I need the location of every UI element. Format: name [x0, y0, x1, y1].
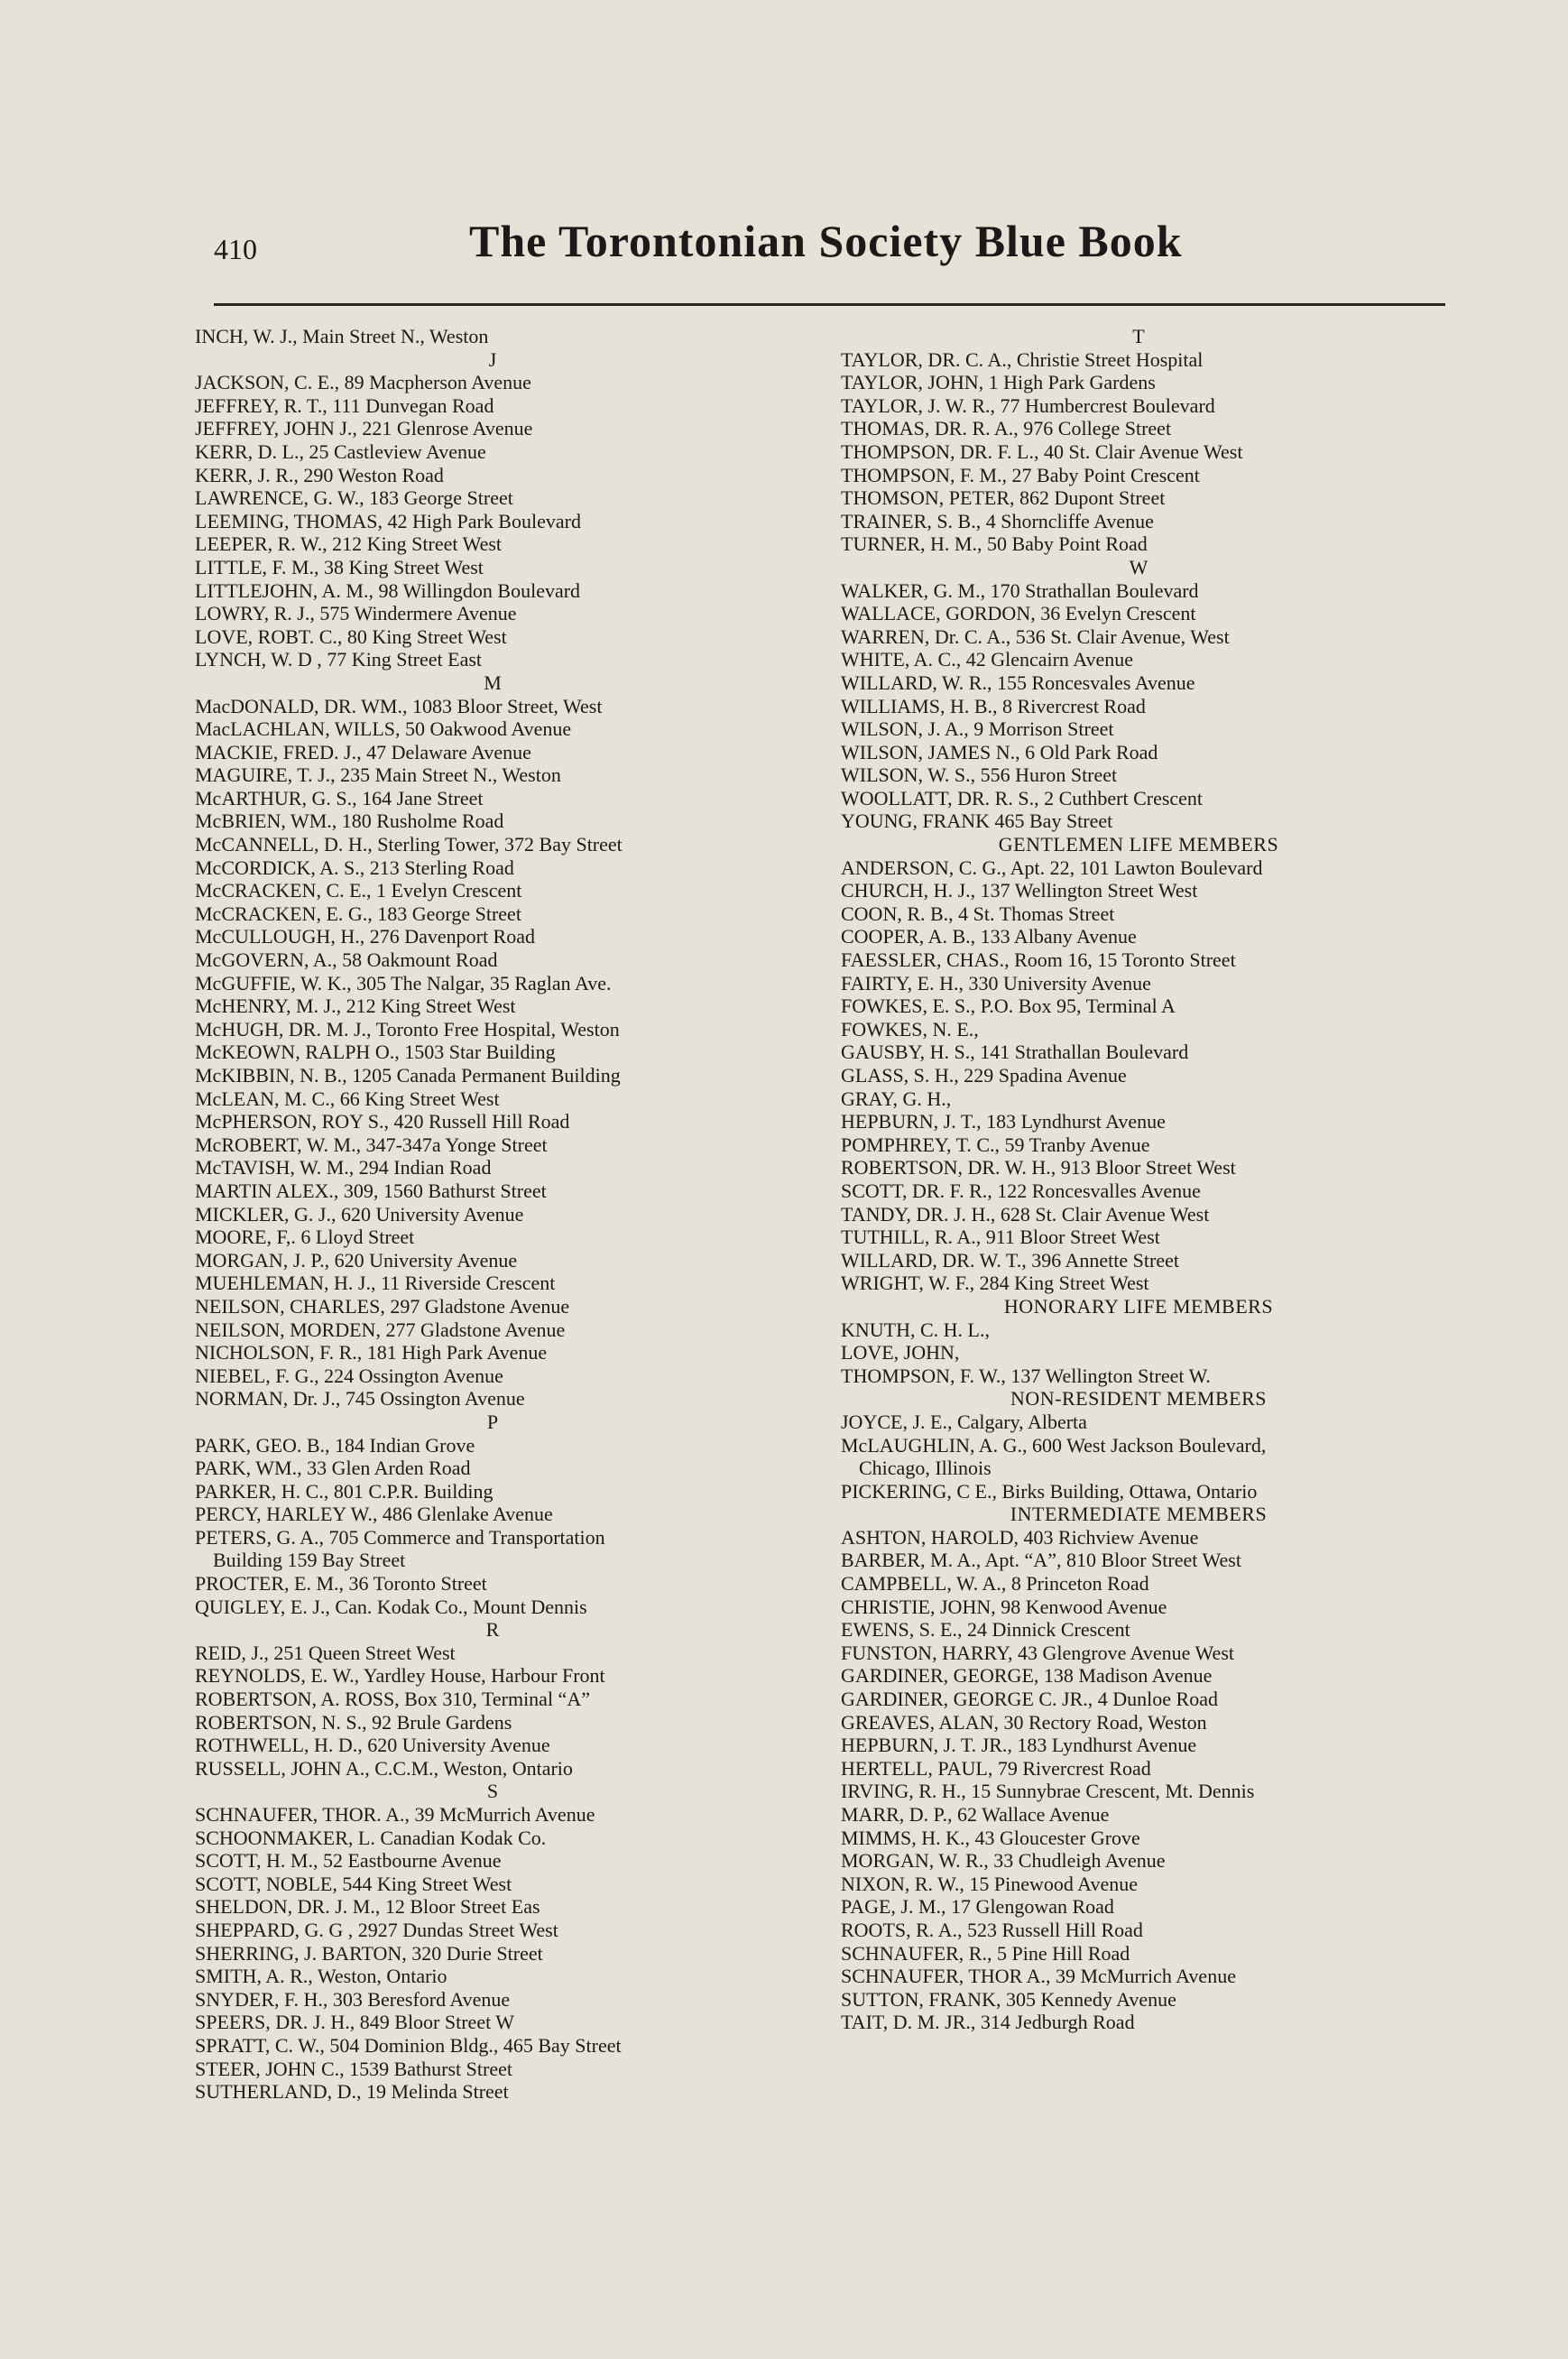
directory-entry: TRAINER, S. B., 4 Shorncliffe Avenue — [841, 509, 1154, 532]
directory-entry: MICKLER, G. J., 620 University Avenue — [195, 1202, 524, 1226]
directory-entry: GARDINER, GEORGE, 138 Madison Avenue — [841, 1664, 1213, 1688]
left-column — [195, 325, 826, 2104]
directory-entry: McPHERSON, ROY S., 420 Russell Hill Road — [195, 1110, 570, 1133]
section-letter: J — [488, 347, 497, 371]
directory-entry: GREAVES, ALAN, 30 Rectory Road, Weston — [841, 1710, 1207, 1734]
directory-entry: MacLACHLAN, WILLS, 50 Oakwood Avenue — [195, 717, 572, 741]
directory-entry: SCHNAUFER, THOR. A., 39 McMurrich Avenue — [195, 1803, 595, 1826]
directory-entry: NORMAN, Dr. J., 745 Ossington Avenue — [195, 1387, 525, 1411]
directory-entry: PARK, WM., 33 Glen Arden Road — [195, 1457, 471, 1480]
directory-entry: FUNSTON, HARRY, 43 Glengrove Avenue West — [841, 1641, 1234, 1664]
directory-entry: THOMPSON, F. W., 137 Wellington Street W. — [841, 1364, 1211, 1387]
directory-entry: McCRACKEN, E. G., 183 George Street — [195, 902, 521, 925]
directory-entry: KERR, J. R., 290 Weston Road — [195, 463, 444, 486]
directory-entry: WILLIAMS, H. B., 8 Rivercrest Road — [841, 694, 1146, 717]
directory-entry: MARTIN ALEX., 309, 1560 Bathurst Street — [195, 1179, 547, 1202]
directory-entry: YOUNG, FRANK 465 Bay Street — [841, 809, 1113, 833]
directory-entry: McTAVISH, W. M., 294 Indian Road — [195, 1156, 492, 1180]
directory-entry: LITTLEJOHN, A. M., 98 Willingdon Boulevard — [195, 578, 581, 602]
directory-entry: GLASS, S. H., 229 Spadina Avenue — [841, 1064, 1127, 1087]
directory-entry: WRIGHT, W. F., 284 King Street West — [841, 1272, 1149, 1295]
directory-entry: McARTHUR, G. S., 164 Jane Street — [195, 786, 484, 809]
directory-entry: MAGUIRE, T. J., 235 Main Street N., Weston — [195, 763, 561, 787]
directory-entry: CHURCH, H. J., 137 Wellington Street West — [841, 879, 1198, 902]
directory-entry: MARR, D. P., 62 Wallace Avenue — [841, 1803, 1110, 1826]
directory-entry: SUTTON, FRANK, 305 Kennedy Avenue — [841, 1987, 1176, 2011]
directory-entry: PARK, GEO. B., 184 Indian Grove — [195, 1433, 475, 1457]
directory-entry: SNYDER, F. H., 303 Beresford Avenue — [195, 1987, 511, 2011]
directory-entry: McCANNELL, D. H., Sterling Tower, 372 Bay Street — [195, 833, 623, 856]
directory-entry: FOWKES, E. S., P.O. Box 95, Terminal A — [841, 994, 1176, 1018]
section-heading: INTERMEDIATE MEMBERS — [1010, 1503, 1268, 1526]
directory-entry: REID, J., 251 Queen Street West — [195, 1641, 456, 1664]
directory-entry: SCOTT, NOBLE, 544 King Street West — [195, 1872, 512, 1895]
directory-entry: COOPER, A. B., 133 Albany Avenue — [841, 925, 1137, 948]
directory-entry: CAMPBELL, W. A., 8 Princeton Road — [841, 1572, 1149, 1596]
directory-entry: WHITE, A. C., 42 Glencairn Avenue — [841, 648, 1134, 671]
directory-entry: WALLACE, GORDON, 36 Evelyn Crescent — [841, 602, 1196, 625]
directory-entry: SPRATT, C. W., 504 Dominion Bldg., 465 Bay Street — [195, 2033, 622, 2057]
directory-entry: TANDY, DR. J. H., 628 St. Clair Avenue West — [841, 1202, 1210, 1226]
directory-entry: McKEOWN, RALPH O., 1503 Star Building — [195, 1041, 556, 1064]
directory-entry: SUTHERLAND, D., 19 Melinda Street — [195, 2080, 509, 2104]
directory-entry: TAYLOR, J. W. R., 77 Humbercrest Boulevard — [841, 393, 1215, 417]
directory-entry: FAIRTY, E. H., 330 University Avenue — [841, 971, 1151, 994]
directory-entry: SCOTT, H. M., 52 Eastbourne Avenue — [195, 1849, 502, 1873]
directory-entry: MORGAN, J. P., 620 University Avenue — [195, 1248, 518, 1272]
directory-entry: McLAUGHLIN, A. G., 600 West Jackson Boulevard, — [841, 1433, 1267, 1457]
directory-entry: MOORE, F,. 6 Lloyd Street — [195, 1226, 415, 1249]
section-letter: S — [486, 1780, 499, 1803]
directory-entry: REYNOLDS, E. W., Yardley House, Harbour Front — [195, 1664, 605, 1688]
directory-entry: TAIT, D. M. JR., 314 Jedburgh Road — [841, 2011, 1135, 2034]
directory-entry: McGUFFIE, W. K., 305 The Nalgar, 35 Raglan Ave. — [195, 971, 612, 994]
directory-entry: SPEERS, DR. J. H., 849 Bloor Street W — [195, 2011, 515, 2034]
directory-entry: KNUTH, C. H. L., — [841, 1318, 990, 1341]
directory-entry: PERCY, HARLEY W., 486 Glenlake Avenue — [195, 1503, 553, 1526]
directory-entry: PARKER, H. C., 801 C.P.R. Building — [195, 1479, 493, 1503]
directory-entry: LEEMING, THOMAS, 42 High Park Boulevard — [195, 509, 581, 532]
directory-entry: LOVE, JOHN, — [841, 1341, 960, 1365]
directory-entry: ROBERTSON, DR. W. H., 913 Bloor Street West — [841, 1156, 1236, 1180]
directory-entry: NIEBEL, F. G., 224 Ossington Avenue — [195, 1364, 503, 1387]
directory-entry: NEILSON, MORDEN, 277 Gladstone Avenue — [195, 1318, 566, 1341]
directory-entry: McCULLOUGH, H., 276 Davenport Road — [195, 925, 535, 948]
directory-entry: JEFFREY, JOHN J., 221 Glenrose Avenue — [195, 417, 533, 440]
directory-entry: MUEHLEMAN, H. J., 11 Riverside Crescent — [195, 1272, 556, 1295]
directory-entry-continuation: Building 159 Bay Street — [213, 1549, 406, 1572]
directory-entry: McBRIEN, WM., 180 Rusholme Road — [195, 809, 504, 833]
directory-entry: MORGAN, W. R., 33 Chudleigh Avenue — [841, 1849, 1166, 1873]
directory-entry: FAESSLER, CHAS., Room 16, 15 Toronto Street — [841, 948, 1236, 972]
directory-entry: TAYLOR, DR. C. A., Christie Street Hospital — [841, 347, 1204, 371]
directory-entry: SCOTT, DR. F. R., 122 Roncesvalles Avenue — [841, 1179, 1201, 1202]
header-rule — [214, 303, 1445, 306]
directory-entry: PICKERING, C E., Birks Building, Ottawa, Ontario — [841, 1479, 1258, 1503]
directory-entry: WILLARD, W. R., 155 Roncesvales Avenue — [841, 671, 1195, 694]
directory-entry: LOVE, ROBT. C., 80 King Street West — [195, 624, 507, 648]
book-title: The Torontonian Society Blue Book — [469, 216, 1183, 266]
directory-entry: WILSON, J. A., 9 Morrison Street — [841, 717, 1114, 741]
directory-entry: THOMPSON, DR. F. L., 40 St. Clair Avenue West — [841, 439, 1243, 463]
directory-entry: GRAY, G. H., — [841, 1087, 952, 1110]
directory-entry: McKIBBIN, N. B., 1205 Canada Permanent Building — [195, 1064, 621, 1087]
section-letter: W — [1129, 555, 1148, 578]
directory-entry: QUIGLEY, E. J., Can. Kodak Co., Mount Dennis — [195, 1595, 587, 1618]
directory-entry: TAYLOR, JOHN, 1 High Park Gardens — [841, 371, 1156, 394]
directory-entry: MACKIE, FRED. J., 47 Delaware Avenue — [195, 740, 531, 763]
directory-entry: GARDINER, GEORGE C. JR., 4 Dunloe Road — [841, 1688, 1218, 1711]
directory-entry: POMPHREY, T. C., 59 Tranby Avenue — [841, 1133, 1150, 1156]
directory-entry: FOWKES, N. E., — [841, 1017, 979, 1041]
directory-entry: CHRISTIE, JOHN, 98 Kenwood Avenue — [841, 1595, 1167, 1618]
directory-entry: NICHOLSON, F. R., 181 High Park Avenue — [195, 1341, 548, 1365]
directory-entry: LYNCH, W. D , 77 King Street East — [195, 648, 483, 671]
directory-entry: JEFFREY, R. T., 111 Dunvegan Road — [195, 393, 494, 417]
directory-entry: ROBERTSON, N. S., 92 Brule Gardens — [195, 1710, 512, 1734]
section-letter: T — [1132, 325, 1145, 347]
directory-entry: SMITH, A. R., Weston, Ontario — [195, 1965, 447, 1988]
directory-entry: SHELDON, DR. J. M., 12 Bloor Street Eas — [195, 1895, 540, 1919]
directory-entry: ROBERTSON, A. ROSS, Box 310, Terminal “A” — [195, 1688, 590, 1711]
directory-entry: SCHOONMAKER, L. Canadian Kodak Co. — [195, 1826, 547, 1849]
section-letter: R — [485, 1618, 500, 1642]
directory-entry: PROCTER, E. M., 36 Toronto Street — [195, 1572, 487, 1596]
directory-entry: WILSON, W. S., 556 Huron Street — [841, 763, 1118, 787]
directory-entry: RUSSELL, JOHN A., C.C.M., Weston, Ontario — [195, 1756, 573, 1780]
directory-entry: GAUSBY, H. S., 141 Strathallan Boulevard — [841, 1041, 1189, 1064]
directory-entry: LOWRY, R. J., 575 Windermere Avenue — [195, 602, 517, 625]
directory-entry: McGOVERN, A., 58 Oakmount Road — [195, 948, 498, 972]
directory-entry: HERTELL, PAUL, 79 Rivercrest Road — [841, 1756, 1151, 1780]
directory-entry: THOMSON, PETER, 862 Dupont Street — [841, 486, 1166, 510]
directory-entry: McHENRY, M. J., 212 King Street West — [195, 994, 516, 1018]
directory-entry: EWENS, S. E., 24 Dinnick Crescent — [841, 1618, 1130, 1642]
directory-entry: McLEAN, M. C., 66 King Street West — [195, 1087, 500, 1110]
page-number: 410 — [214, 233, 257, 265]
directory-entry: SCHNAUFER, THOR A., 39 McMurrich Avenue — [841, 1965, 1236, 1988]
page-header — [0, 215, 1568, 287]
directory-entry: HEPBURN, J. T., 183 Lyndhurst Avenue — [841, 1110, 1166, 1133]
directory-entry: KERR, D. L., 25 Castleview Avenue — [195, 439, 486, 463]
directory-entry: INCH, W. J., Main Street N., Weston — [195, 325, 489, 347]
directory-entry: MacDONALD, DR. WM., 1083 Bloor Street, West — [195, 694, 603, 717]
directory-entry: WILSON, JAMES N., 6 Old Park Road — [841, 740, 1158, 763]
directory-entry: TURNER, H. M., 50 Baby Point Road — [841, 532, 1148, 556]
section-letter: P — [486, 1410, 499, 1433]
directory-entry: ROTHWELL, H. D., 620 University Avenue — [195, 1734, 550, 1757]
directory-entry: ROOTS, R. A., 523 Russell Hill Road — [841, 1918, 1143, 1941]
directory-entry: PETERS, G. A., 705 Commerce and Transportation — [195, 1525, 605, 1549]
directory-entry: HEPBURN, J. T. JR., 183 Lyndhurst Avenue — [841, 1734, 1197, 1757]
directory-entry: MIMMS, H. K., 43 Gloucester Grove — [841, 1826, 1140, 1849]
section-heading: HONORARY LIFE MEMBERS — [1003, 1294, 1274, 1318]
directory-entry: STEER, JOHN C., 1539 Bathurst Street — [195, 2057, 512, 2080]
right-column — [841, 325, 1454, 2034]
directory-entry: McHUGH, DR. M. J., Toronto Free Hospital, Weston — [195, 1017, 620, 1041]
directory-entry-continuation: Chicago, Illinois — [859, 1457, 992, 1480]
directory-entry: WALKER, G. M., 170 Strathallan Boulevard — [841, 578, 1199, 602]
directory-entry: SCHNAUFER, R., 5 Pine Hill Road — [841, 1941, 1130, 1965]
directory-entry: THOMAS, DR. R. A., 976 College Street — [841, 417, 1172, 440]
directory-entry: BARBER, M. A., Apt. “A”, 810 Bloor Street West — [841, 1549, 1241, 1572]
directory-entry: McROBERT, W. M., 347-347a Yonge Street — [195, 1133, 548, 1156]
directory-entry: McCORDICK, A. S., 213 Sterling Road — [195, 856, 514, 879]
directory-entry: LAWRENCE, G. W., 183 George Street — [195, 486, 513, 510]
directory-entry: NIXON, R. W., 15 Pinewood Avenue — [841, 1872, 1138, 1895]
directory-entry: WARREN, Dr. C. A., 536 St. Clair Avenue, West — [841, 624, 1230, 648]
section-letter: M — [484, 671, 502, 694]
directory-entry: LEEPER, R. W., 212 King Street West — [195, 532, 503, 556]
directory-entry: SHEPPARD, G. G , 2927 Dundas Street West — [195, 1918, 558, 1941]
directory-entry: IRVING, R. H., 15 Sunnybrae Crescent, Mt. Dennis — [841, 1780, 1255, 1803]
directory-entry: TUTHILL, R. A., 911 Bloor Street West — [841, 1226, 1160, 1249]
section-heading: NON-RESIDENT MEMBERS — [1010, 1387, 1267, 1411]
directory-entry: JOYCE, J. E., Calgary, Alberta — [841, 1410, 1087, 1433]
directory-entry: WILLARD, DR. W. T., 396 Annette Street — [841, 1248, 1179, 1272]
directory-entry: COON, R. B., 4 St. Thomas Street — [841, 902, 1115, 925]
section-heading: GENTLEMEN LIFE MEMBERS — [998, 833, 1279, 856]
directory-entry: PAGE, J. M., 17 Glengowan Road — [841, 1895, 1114, 1919]
directory-entry: ANDERSON, C. G., Apt. 22, 101 Lawton Boulevard — [841, 856, 1263, 879]
directory-entry: NEILSON, CHARLES, 297 Gladstone Avenue — [195, 1294, 570, 1318]
directory-entry: McCRACKEN, C. E., 1 Evelyn Crescent — [195, 879, 522, 902]
directory-entry: THOMPSON, F. M., 27 Baby Point Crescent — [841, 463, 1200, 486]
directory-entry: SHERRING, J. BARTON, 320 Durie Street — [195, 1941, 543, 1965]
directory-entry: LITTLE, F. M., 38 King Street West — [195, 555, 484, 578]
directory-entry: ASHTON, HAROLD, 403 Richview Avenue — [841, 1525, 1199, 1549]
directory-entry: JACKSON, C. E., 89 Macpherson Avenue — [195, 371, 531, 394]
directory-entry: WOOLLATT, DR. R. S., 2 Cuthbert Crescent — [841, 786, 1204, 809]
